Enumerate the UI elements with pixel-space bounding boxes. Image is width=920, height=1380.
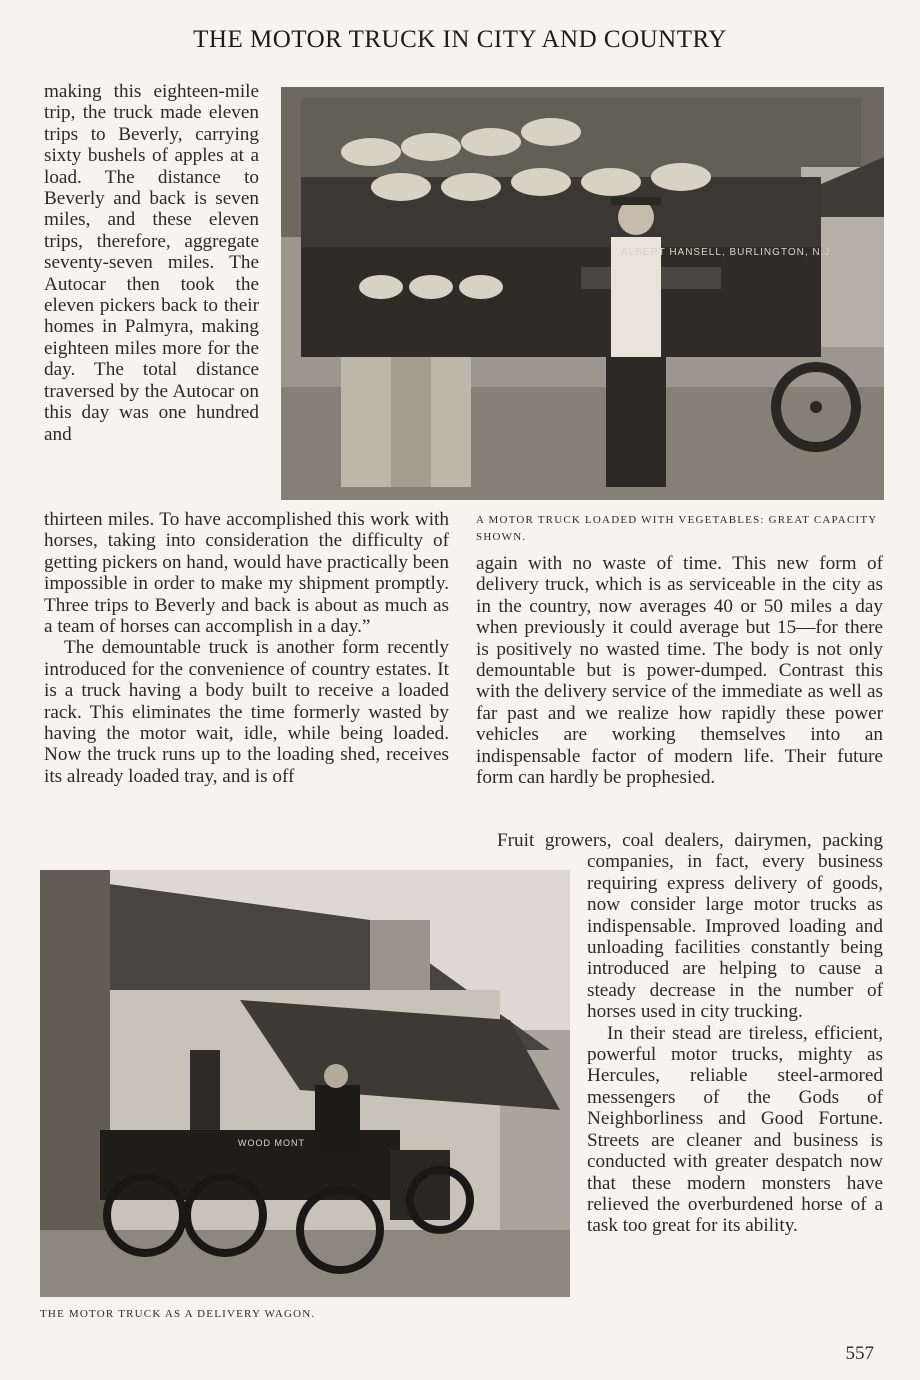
photo-bottom-caption: THE MOTOR TRUCK AS A DELIVERY WAGON. [40,1308,316,1320]
right-column-lower-text [497,830,883,1328]
paragraph: In their stead are tireless, efficient, powerful motor trucks, mighty as Hercules, reliable steel-armored messengers of the Gods of Neighborliness and Good Fortune. Streets are cleaner and business is conducted with greater despatch now that these modern monsters have relieved the overburdened horse of a task too great for its ability. [587,1022,883,1237]
page-number: 557 [845,1343,874,1364]
photo-delivery-wagon [40,870,570,1297]
photo-truck-with-vegetables [281,87,884,500]
paragraph: The demountable truck is another form recently introduced for the convenience of country estates. It is a truck having a body built to receive a loaded rack. This eliminates the time formerly wasted by having the motor wait, idle, while being loaded. Now the truck runs up to the loading shed, receives its already loaded tray, and is off [44,637,449,787]
left-column-lower-text [44,509,449,851]
paragraph: thirteen miles. To have accomplished this work with horses, taking into consideration the difficulty of getting pickers on hand, would have practically been impossible in order to make my shipment promptly. Three trips to Beverly and back is about as much as a team of horses can accomplish in a day.” [44,509,449,638]
photo-top-caption: A MOTOR TRUCK LOADED WITH VEGETABLES: GREAT CAPACITY SHOWN. [476,514,878,543]
truck-signage: WOOD MONT [238,1138,305,1148]
right-column-upper-text [476,553,883,853]
paragraph: making this eighteen-mile trip, the truck made eleven trips to Beverly, carrying sixty bushels of apples at a load. The distance to Beverly and back is seven miles, and these eleven trips, therefore, aggregate seventy-seven miles. The Autocar then took the eleven pickers back to their homes in Palmyra, making eighteen miles more for the day. The total distance traversed by the Autocar on this day was one hundred and [44,81,259,445]
paragraph: again with no waste of time. This new form of delivery truck, which is as serviceable in the city as in the country, now averages 40 or 50 miles a day when previously it could average but 15—for there is positively no wasted time. The body is not only demountable but is power-dumped. Contrast this with the delivery service of the immediate as well as far past and we realize how rapidly these power vehicles are working themselves into an indispensable factor of modern life. Their future form can hardly be prophesied. [476,553,883,789]
running-head: THE MOTOR TRUCK IN CITY AND COUNTRY [193,26,727,53]
left-column-top-text [44,81,259,509]
truck-signage: ALBERT HANSELL, BURLINGTON, N.J. [621,247,835,258]
paragraph: Fruit growers, coal dealers, dairymen, packing companies, in fact, every business requiring express delivery of goods, now consider large motor trucks as indispensable. Improved loading and unloading facilities constantly being introduced are helping to cause a steady decrease in the number of horses used in city trucking. [497,830,883,1023]
